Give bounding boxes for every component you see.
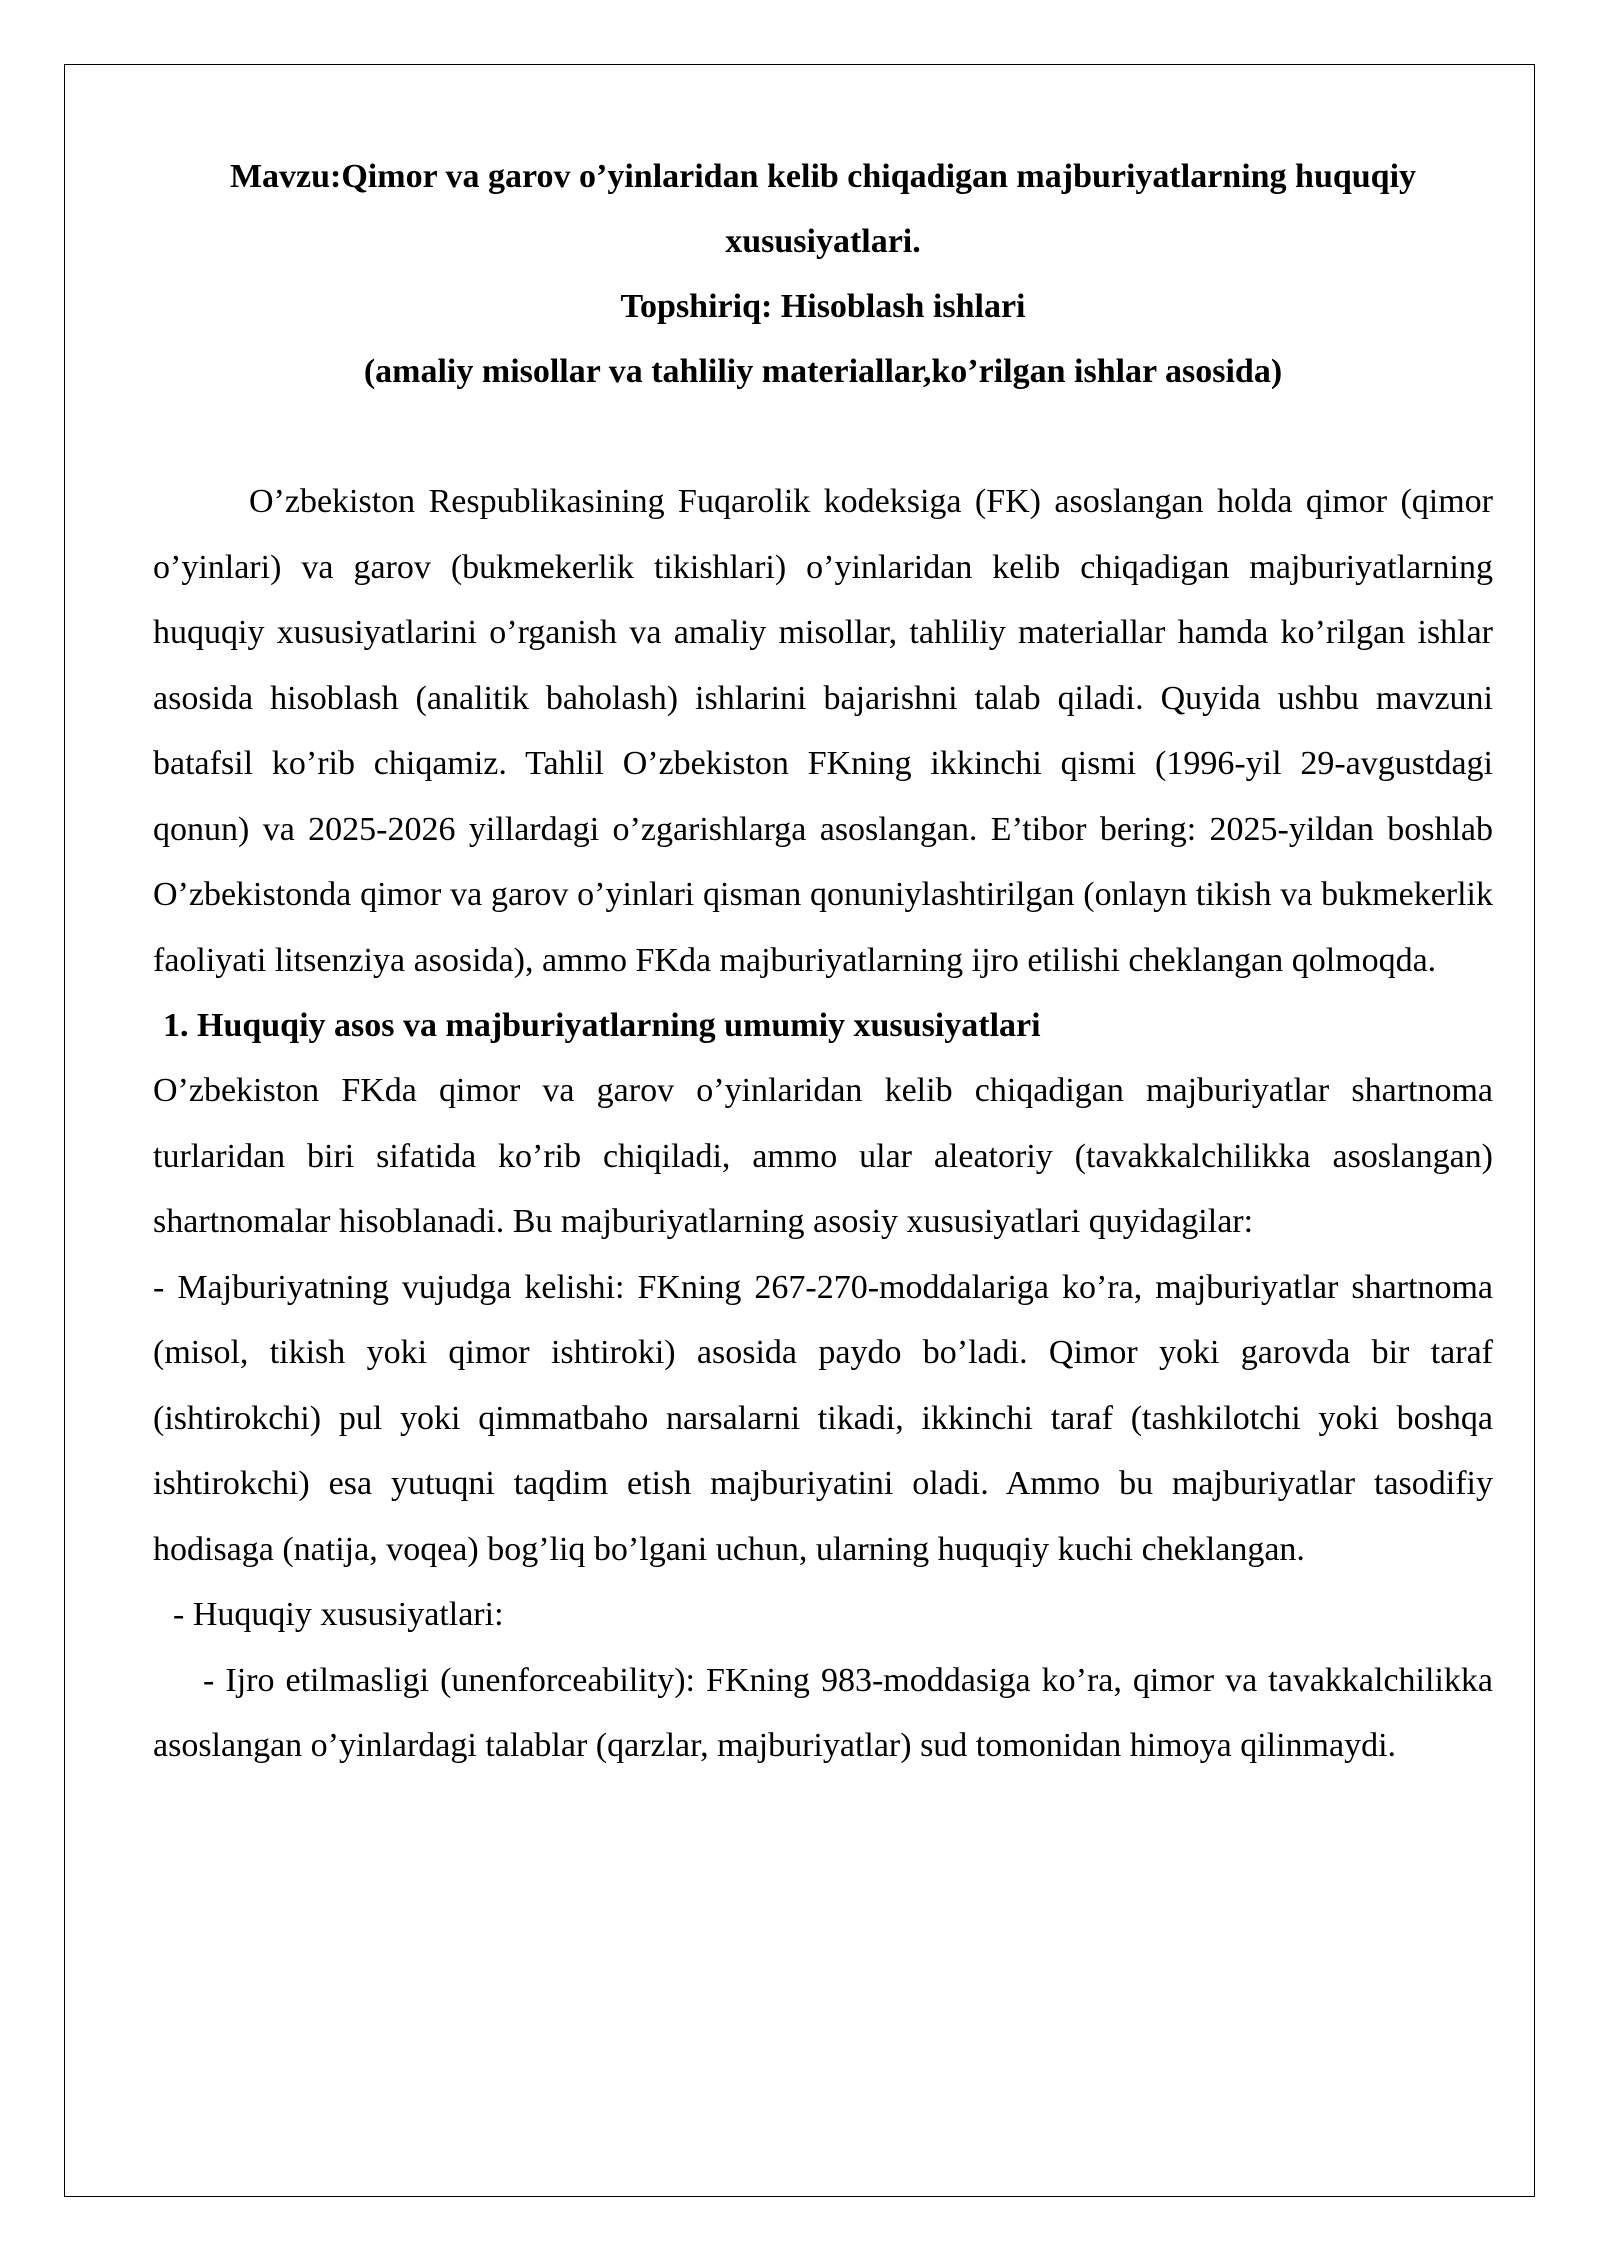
task-line: Topshiriq: Hisoblash ishlari [620,288,1026,325]
subtitle-line: (amaliy misollar va tahliliy materiallar,ko’rilgan ishlar asosida) [363,353,1283,390]
title-line-1: Mavzu:Qimor va garov o’yinlaridan kelib chiqadigan majburiyatlarning huquqiy [229,158,1417,195]
bullet-legal-features: - Huquqiy xususiyatlari: [173,1596,504,1633]
title-block [153,144,1493,404]
section-1-paragraph: O’zbekiston FKda qimor va garov o’yinlaridan kelib chiqadigan majburiyatlar shartnoma turlaridan biri sifatida ko’rib chiqiladi, ammo ular aleatoriy (tavakkalchilikka asoslangan) shartnomalar hisoblanadi. Bu majburiyatlarning asosiy xususiyatlari quyidagilar: [153,1072,1493,1240]
bullet-obligation-origin: - Majburiyatning vujudga kelishi: FKning 267-270-moddalariga ko’ra, majburiyatlar shartnoma (misol, tikish yoki qimor ishtiroki) asosida paydo bo’ladi. Qimor yoki garovda bir taraf (ishtirokchi) pul yoki qimmatbaho narsalarni tikadi, ikkinchi taraf (tashkilotchi yoki boshqa ishtirokchi) esa yutuqni taqdim etish majburiyatini oladi. Ammo bu majburiyatlar tasodifiy hodisaga (natija, voqea) bog’liq bo’lgani uchun, ularning huquqiy kuchi cheklangan. [153,1268,1493,1568]
intro-paragraph: O’zbekiston Respublikasining Fuqarolik kodeksiga (FK) asoslangan holda qimor (qimor o’yinlari) va garov (bukmekerlik tikishlari) o’yinlaridan kelib chiqadigan majburiyatlarning huquqiy xususiyatlarini o’rganish va amaliy misollar, tahliliy materiallar hamda ko’rilgan ishlar asosida hisoblash (analitik baholash) ishlarini bajarishni talab qiladi. Quyida ushbu mavzuni batafsil ko’rib chiqamiz. Tahlil O’zbekiston FKning ikkinchi qismi (1996-yil 29-avgustdagi qonun) va 2025-2026 yillardagi o’zgarishlarga asoslangan. E’tibor bering: 2025-yildan boshlab O’zbekistonda qimor va garov o’yinlari qisman qonuniylashtirilgan (onlayn tikish va bukmekerlik faoliyati litsenziya asosida), ammo FKda majburiyatlarning ijro etilishi cheklangan qolmoqda. [153,483,1493,979]
section-1-heading: 1. Huquqiy asos va majburiyatlarning umumiy xususiyatlari [163,1007,1041,1044]
document-body [153,144,1493,1779]
bullet-unenforceability: - Ijro etilmasligi (unenforceability): FKning 983-moddasiga ko’ra, qimor va tavakkalchilikka asoslangan o’yinlardagi talablar (qarzlar, majburiyatlar) sud tomonidan himoya qilinmaydi. [153,1661,1493,1764]
spacer [153,404,1493,469]
title-line-2: xususiyatlari. [725,223,921,260]
